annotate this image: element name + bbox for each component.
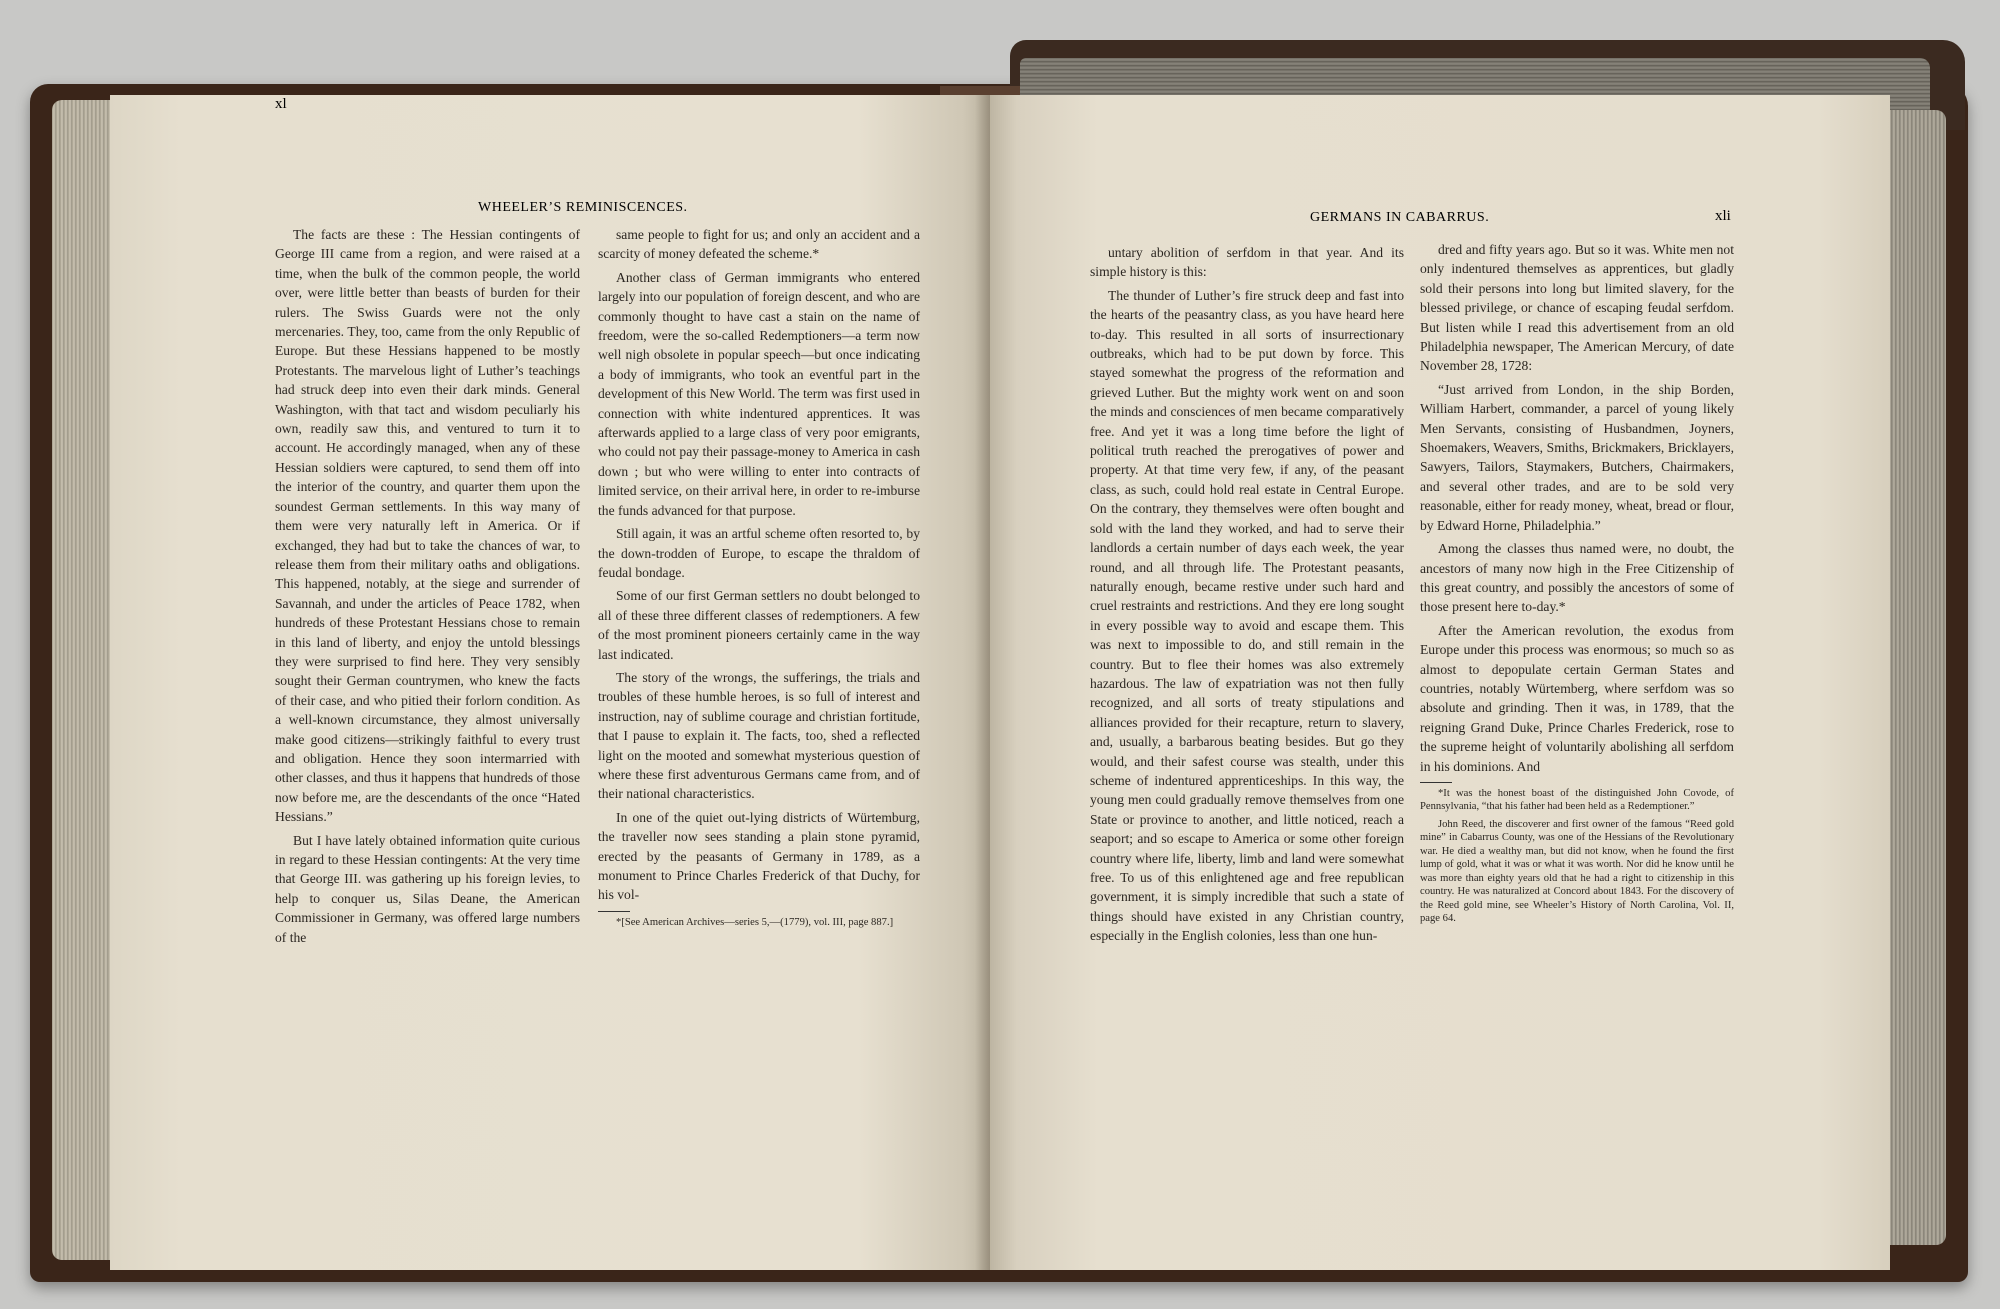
- paragraph: The facts are these : The Hessian contingents of George III came from a region, and were raised at a time, when the bulk of the common people, the world over, were little better than beasts of burden for their rulers. The Swiss Guards were not the only mercenaries. They, too, came from the only Republic of Europe. But these Hessians happened to be mostly Protestants. The marvelous light of Luther’s teachings had struck deep into even their dark minds. General Washington, with that tact and wisdom peculiarly his own, readily saw this, and ventured to turn it to account. He accordingly managed, when any of these Hessian soldiers were captured, to send them off into the interior of the country, and quarter them upon the soundest German settlements. In this way many of them were very naturally left in America. Or if exchanged, they had but to take the chances of war, to release them from their military oaths and obligations. This happened, notably, at the siege and surrender of Savannah, and under the articles of Peace 1782, when hundreds of these Protestant Hessians chose to remain in this land of liberty, and enjoy the untold blessings they were surprised to find here. They very sensibly sought their German countrymen, who knew the facts of their case, and who pitied their forlorn condition. As a well-known circumstance, they almost universally make good citizens—strikingly faithful to every trust and obligation. Hence they soon intermarried with other classes, and thus it happens that hundreds of those now before me, are the descendants of the once “Hated Hessians.”: [275, 227, 580, 825]
- footnote: John Reed, the discoverer and first owner of the famous “Reed gold mine” in Cabarrus County, was one of the Hessians of the Revolutionary war. He died a wealthy man, but did not know, when he found the first lump of gold, what it was or what it was worth. Nor did he know until he was more than eighty years old that he had a right to citizenship in this country. He was naturalized at Concord about 1843. For the discovery of the Reed gold mine, see Wheeler’s History of North Carolina, Vol. II, page 64.: [1420, 818, 1734, 925]
- right-column-1: [1090, 243, 1404, 950]
- left-column-2: [598, 225, 920, 933]
- paragraph: The thunder of Luther’s fire struck deep and fast into the hearts of the peasantry class, as you have heard here to-day. This resulted in all sorts of insurrectionary outbreaks, which had to be put down by force. This stayed somewhat the progress of the reformation and grieved Luther. But the mighty work went on and soon the minds and consciences of men became comparatively free. And yet it was a long time before the light of political truth reached the prerogatives of power and property. At that time very few, if any, of the peasant class, as such, could hold real estate in Central Europe. On the contrary, they themselves were often bought and sold with the land they worked, and had to serve their landlords a certain number of days each week, the year round, and all through life. The Protestant peasants, naturally enough, became restive under such hard and cruel restraints and restrictions. And they ere long sought in every possible way to avoid and escape them. This was next to impossible to do, and still remain in the country. But to flee their homes was also extremely hazardous. The law of expatriation was not then fully recognized, and all sorts of treaty stipulations and alliances provided for their recapture, return to slavery, and, usually, a barbarous beating besides. But go they would, and their safest course was stealth, under this scheme of indentured apprenticeships. In this way, the young men could gradually remove themselves from one State or province to another, and little noticed, reach a seaport; and so escape to America or some other foreign country where life, liberty, limb and land were somewhat free. To us of this enlightened age and free republican government, it is simply incredible that such a state of things should have existed in any Christian country, especially in the English colonies, less than one hun-: [1090, 287, 1404, 944]
- paragraph: In one of the quiet out-lying districts of Würtemburg, the traveller now sees standing a plain stone pyramid, erected by the peasants of Germany in 1789, as a monument to Prince Charles Frederick of that Duchy, for his vol-: [598, 809, 920, 903]
- paragraph: same people to fight for us; and only an accident and a scarcity of money defeated the scheme.*: [598, 227, 920, 262]
- footnote: *[See American Archives—series 5,—(1779), vol. III, page 887.]: [616, 916, 894, 928]
- left-column-1: [275, 225, 580, 951]
- right-running-head: GERMANS IN CABARRUS.: [1310, 210, 1490, 225]
- footnote-rule: [1420, 782, 1452, 783]
- paragraph: Still again, it was an artful scheme often resorted to, by the down-trodden of Europe, to escape the thraldom of feudal bondage.: [598, 526, 920, 580]
- paragraph: After the American revolution, the exodus from Europe under this process was enormous; so much so as almost to depopulate certain German States and countries, notably Würtemberg, where serfdom was so absolute and grinding. Then it was, in 1789, that the reigning Grand Duke, Prince Charles Frederick, rose to the supreme height of voluntarily abolishing all serfdom in his dominions. And: [1420, 622, 1734, 774]
- footnote-rule: [598, 911, 630, 912]
- left-running-head: WHEELER’S REMINISCENCES.: [478, 200, 688, 215]
- right-column-2: [1420, 240, 1734, 930]
- footnote: *It was the honest boast of the distinguished John Covode, of Pennsylvania, “that his father had been held as a Redemptioner.”: [1420, 787, 1734, 813]
- right-page-number: xli: [1715, 208, 1731, 224]
- paragraph: The story of the wrongs, the sufferings, the trials and troubles of these humble heroes, is so full of interest and instruction, nay of sublime courage and christian fortitude, that I pause to explain it. The facts, too, shed a reflected light on the mooted and somewhat mysterious question of where these first adventurous Germans came from, and of their national characteristics.: [598, 669, 920, 802]
- page-stack-right: [1888, 110, 1946, 1245]
- paragraph: untary abolition of serfdom in that year. And its simple history is this:: [1090, 245, 1404, 280]
- paragraph: Another class of German immigrants who entered largely into our population of foreign descent, and who are commonly thought to have cast a stain on the name of freedom, were the so-called Redemptioners—a term now well nigh obsolete in popular speech—but once indicating a body of immigrants, who took an eventful part in the development of this New World. The term was first used in connection with white indentured apprentices. It was afterwards applied to a large class of very poor emigrants, who could not pay their passage-money to America in cash down ; but who were willing to enter into contracts of limited service, on their arrival here, in order to re-imburse the funds advanced for that purpose.: [598, 269, 920, 518]
- paragraph: Some of our first German settlers no doubt belonged to all of these three different classes of redemptioners. A few of the most prominent pioneers certainly came in the way last indicated.: [598, 588, 920, 662]
- paragraph: Among the classes thus named were, no doubt, the ancestors of many now high in the Free Citizenship of this great country, and possibly the ancestors of some of those present here to-day.*: [1420, 541, 1734, 615]
- paragraph: But I have lately obtained information quite curious in regard to these Hessian contingents: At the very time that George III. was gathering up his foreign levies, to help to conquer us, Silas Deane, the American Commissioner in Germany, was offered large numbers of the: [275, 832, 580, 945]
- left-page-number: xl: [275, 96, 287, 112]
- paragraph: “Just arrived from London, in the ship Borden, William Harbert, commander, a parcel of young likely Men Servants, consisting of Husbandmen, Joyners, Shoemakers, Weavers, Smiths, Brickmakers, Bricklayers, Sawyers, Tailors, Staymakers, Butchers, Chairmakers, and several other trades, and are to be sold very reasonable, either for ready money, wheat, bread or flour, by Edward Horne, Philadelphia.”: [1420, 381, 1734, 533]
- paragraph: dred and fifty years ago. But so it was. White men not only indentured themselves as apprentices, but gladly sold their persons into long but limited slavery, for the blessed privilege, or chance of escaping feudal serfdom. But listen while I read this advertisement from an old Philadelphia newspaper, The American Mercury, of date November 28, 1728:: [1420, 242, 1734, 374]
